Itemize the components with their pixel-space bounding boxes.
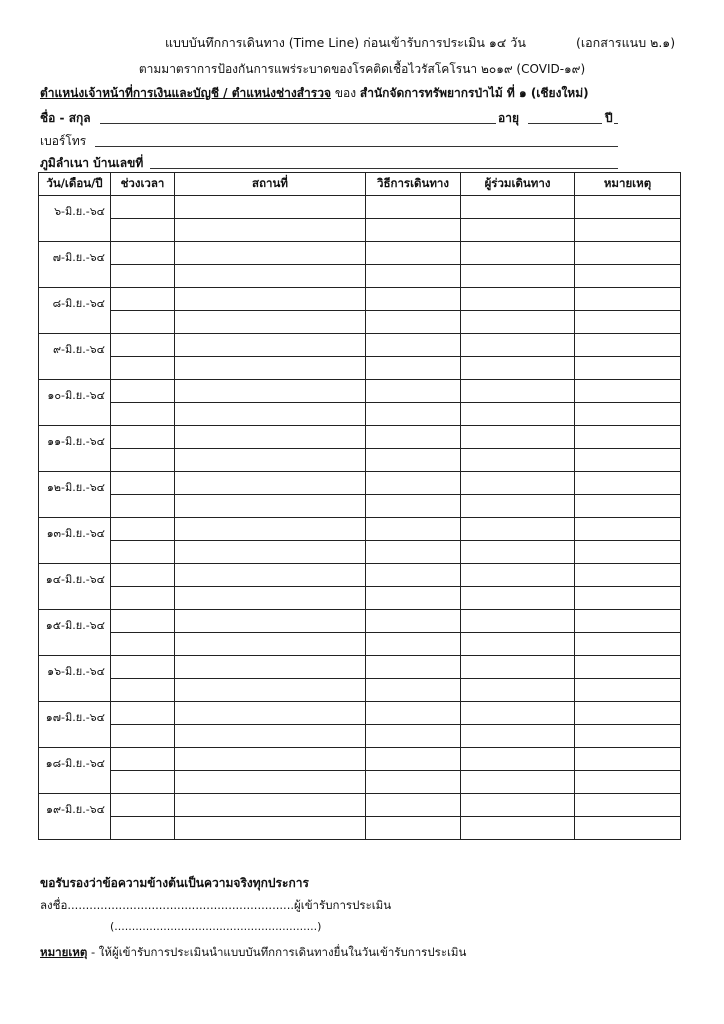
- companions-cell[interactable]: [461, 219, 575, 242]
- date-cell: ๑๘-มิ.ย.-๖๔: [39, 748, 111, 794]
- companions-cell[interactable]: [461, 541, 575, 564]
- table-row: [39, 587, 681, 610]
- place-cell[interactable]: [175, 702, 366, 725]
- time-cell[interactable]: [111, 656, 175, 679]
- companions-cell[interactable]: [461, 196, 575, 219]
- place-cell[interactable]: [175, 380, 366, 403]
- table-row: [39, 449, 681, 472]
- table-row: [39, 219, 681, 242]
- companions-cell[interactable]: [461, 748, 575, 771]
- time-cell[interactable]: [111, 495, 175, 518]
- date-cell: ๑๓-มิ.ย.-๖๔: [39, 518, 111, 564]
- time-cell[interactable]: [111, 426, 175, 449]
- companions-cell[interactable]: [461, 288, 575, 311]
- place-cell[interactable]: [175, 771, 366, 794]
- remarks-cell[interactable]: [575, 725, 681, 748]
- column-header-travel-method: วิธีการเดินทาง: [366, 173, 461, 196]
- companions-cell[interactable]: [461, 265, 575, 288]
- place-cell[interactable]: [175, 656, 366, 679]
- travel-method-cell[interactable]: [366, 817, 461, 840]
- time-cell[interactable]: [111, 403, 175, 426]
- place-cell[interactable]: [175, 725, 366, 748]
- table-row: [39, 196, 681, 219]
- time-cell[interactable]: [111, 587, 175, 610]
- table-row: [39, 472, 681, 495]
- time-cell[interactable]: [111, 633, 175, 656]
- travel-method-cell[interactable]: [366, 380, 461, 403]
- travel-method-cell[interactable]: [366, 311, 461, 334]
- date-cell: ๑๕-มิ.ย.-๖๔: [39, 610, 111, 656]
- time-cell[interactable]: [111, 702, 175, 725]
- travel-method-cell[interactable]: [366, 656, 461, 679]
- place-cell[interactable]: [175, 587, 366, 610]
- remarks-cell[interactable]: [575, 472, 681, 495]
- companions-cell[interactable]: [461, 564, 575, 587]
- time-cell[interactable]: [111, 288, 175, 311]
- remarks-cell[interactable]: [575, 541, 681, 564]
- travel-method-cell[interactable]: [366, 495, 461, 518]
- travel-method-cell[interactable]: [366, 541, 461, 564]
- place-cell[interactable]: [175, 288, 366, 311]
- column-header-companions: ผู้ร่วมเดินทาง: [461, 173, 575, 196]
- travel-method-cell[interactable]: [366, 518, 461, 541]
- phone-label: เบอร์โทร: [40, 134, 87, 148]
- date-cell: ๑๑-มิ.ย.-๖๔: [39, 426, 111, 472]
- travel-method-cell[interactable]: [366, 748, 461, 771]
- position-title: ตำแหน่งเจ้าหน้าที่การเงินและบัญชี / ตำแหน่งช่างสำรวจ: [40, 86, 331, 100]
- place-cell[interactable]: [175, 794, 366, 817]
- place-cell[interactable]: [175, 679, 366, 702]
- table-row: [39, 564, 681, 587]
- date-cell: ๑๒-มิ.ย.-๖๔: [39, 472, 111, 518]
- companions-cell[interactable]: [461, 518, 575, 541]
- time-cell[interactable]: [111, 748, 175, 771]
- remarks-cell[interactable]: [575, 380, 681, 403]
- place-cell[interactable]: [175, 748, 366, 771]
- travel-method-cell[interactable]: [366, 242, 461, 265]
- note-label: หมายเหตุ: [40, 945, 88, 959]
- table-row: [39, 817, 681, 840]
- time-cell[interactable]: [111, 518, 175, 541]
- place-cell[interactable]: [175, 564, 366, 587]
- remarks-cell[interactable]: [575, 748, 681, 771]
- date-cell: ๗-มิ.ย.-๖๔: [39, 242, 111, 288]
- timeline-table: [38, 172, 681, 840]
- companions-cell[interactable]: [461, 449, 575, 472]
- place-cell[interactable]: [175, 472, 366, 495]
- time-cell[interactable]: [111, 771, 175, 794]
- companions-cell[interactable]: [461, 242, 575, 265]
- remarks-cell[interactable]: [575, 817, 681, 840]
- travel-method-cell[interactable]: [366, 564, 461, 587]
- place-cell[interactable]: [175, 196, 366, 219]
- travel-method-cell[interactable]: [366, 794, 461, 817]
- date-cell: ๖-มิ.ย.-๖๔: [39, 196, 111, 242]
- companions-cell[interactable]: [461, 472, 575, 495]
- place-cell[interactable]: [175, 219, 366, 242]
- table-row: [39, 357, 681, 380]
- companions-cell[interactable]: [461, 334, 575, 357]
- printed-name-field[interactable]: (..........................................................): [110, 920, 322, 933]
- note-text: - ให้ผู้เข้ารับการประเมินนำแบบบันทึกการเดินทางยื่นในวันเข้ารับการประเมิน: [87, 945, 467, 959]
- companions-cell[interactable]: [461, 656, 575, 679]
- date-cell: ๙-มิ.ย.-๖๔: [39, 334, 111, 380]
- travel-method-cell[interactable]: [366, 288, 461, 311]
- travel-method-cell[interactable]: [366, 472, 461, 495]
- place-cell[interactable]: [175, 449, 366, 472]
- address-field[interactable]: [150, 168, 618, 169]
- companions-cell[interactable]: [461, 380, 575, 403]
- companions-cell[interactable]: [461, 817, 575, 840]
- time-cell[interactable]: [111, 564, 175, 587]
- table-header-row: [39, 173, 681, 196]
- note-line: [40, 944, 466, 962]
- remarks-cell[interactable]: [575, 426, 681, 449]
- address-label: ภูมิลำเนา บ้านเลขที่: [40, 156, 144, 170]
- remarks-cell[interactable]: [575, 265, 681, 288]
- place-cell[interactable]: [175, 334, 366, 357]
- remarks-cell[interactable]: [575, 702, 681, 725]
- companions-cell[interactable]: [461, 794, 575, 817]
- travel-method-cell[interactable]: [366, 403, 461, 426]
- companions-cell[interactable]: [461, 610, 575, 633]
- position-of: ของ: [331, 86, 360, 100]
- table-row: [39, 771, 681, 794]
- name-label: ชื่อ - สกุล: [40, 111, 91, 125]
- column-header-remarks: หมายเหตุ: [575, 173, 681, 196]
- place-cell[interactable]: [175, 403, 366, 426]
- time-cell[interactable]: [111, 472, 175, 495]
- remarks-cell[interactable]: [575, 219, 681, 242]
- remarks-cell[interactable]: [575, 357, 681, 380]
- place-cell[interactable]: [175, 610, 366, 633]
- remarks-cell[interactable]: [575, 564, 681, 587]
- companions-cell[interactable]: [461, 357, 575, 380]
- place-cell[interactable]: [175, 265, 366, 288]
- place-cell[interactable]: [175, 541, 366, 564]
- remarks-cell[interactable]: [575, 794, 681, 817]
- travel-method-cell[interactable]: [366, 219, 461, 242]
- table-row: [39, 288, 681, 311]
- name-field[interactable]: [100, 123, 496, 124]
- form-subtitle: ตามมาตราการป้องกันการแพร่ระบาดของโรคติดเชื้อไวรัสโคโรนา ๒๐๑๙ (COVID-๑๙): [138, 62, 586, 76]
- table-row: [39, 265, 681, 288]
- signature-field[interactable]: ..............................................................: [67, 898, 295, 912]
- time-cell[interactable]: [111, 725, 175, 748]
- remarks-cell[interactable]: [575, 196, 681, 219]
- travel-method-cell[interactable]: [366, 334, 461, 357]
- time-cell[interactable]: [111, 794, 175, 817]
- date-cell: ๑๐-มิ.ย.-๖๔: [39, 380, 111, 426]
- date-cell: ๑๙-มิ.ย.-๖๔: [39, 794, 111, 840]
- table-row: [39, 242, 681, 265]
- time-cell[interactable]: [111, 196, 175, 219]
- office-name: สำนักจัดการทรัพยากรป่าไม้ ที่ ๑ (เชียงใหม่): [359, 86, 589, 100]
- table-row: [39, 725, 681, 748]
- companions-cell[interactable]: [461, 587, 575, 610]
- time-cell[interactable]: [111, 357, 175, 380]
- table-row: [39, 426, 681, 449]
- remarks-cell[interactable]: [575, 633, 681, 656]
- place-cell[interactable]: [175, 518, 366, 541]
- table-row: [39, 656, 681, 679]
- companions-cell[interactable]: [461, 311, 575, 334]
- table-row: [39, 794, 681, 817]
- year-line: [614, 123, 618, 124]
- travel-method-cell[interactable]: [366, 679, 461, 702]
- table-row: [39, 311, 681, 334]
- remarks-cell[interactable]: [575, 288, 681, 311]
- place-cell[interactable]: [175, 495, 366, 518]
- table-row: [39, 748, 681, 771]
- table-row: [39, 702, 681, 725]
- place-cell[interactable]: [175, 817, 366, 840]
- year-label: ปี: [605, 111, 613, 125]
- position-line: [40, 84, 589, 103]
- remarks-cell[interactable]: [575, 403, 681, 426]
- table-row: [39, 403, 681, 426]
- travel-method-cell[interactable]: [366, 265, 461, 288]
- remarks-cell[interactable]: [575, 771, 681, 794]
- age-label: อายุ: [498, 111, 519, 125]
- travel-method-cell[interactable]: [366, 771, 461, 794]
- remarks-cell[interactable]: [575, 518, 681, 541]
- companions-cell[interactable]: [461, 495, 575, 518]
- time-cell[interactable]: [111, 242, 175, 265]
- remarks-cell[interactable]: [575, 587, 681, 610]
- remarks-cell[interactable]: [575, 495, 681, 518]
- travel-method-cell[interactable]: [366, 449, 461, 472]
- table-row: [39, 518, 681, 541]
- date-cell: ๑๖-มิ.ย.-๖๔: [39, 656, 111, 702]
- remarks-cell[interactable]: [575, 311, 681, 334]
- place-cell[interactable]: [175, 311, 366, 334]
- companions-cell[interactable]: [461, 771, 575, 794]
- travel-method-cell[interactable]: [366, 633, 461, 656]
- table-row: [39, 380, 681, 403]
- table-row: [39, 334, 681, 357]
- date-cell: ๑๗-มิ.ย.-๖๔: [39, 702, 111, 748]
- place-cell[interactable]: [175, 426, 366, 449]
- time-cell[interactable]: [111, 380, 175, 403]
- companions-cell[interactable]: [461, 633, 575, 656]
- place-cell[interactable]: [175, 357, 366, 380]
- travel-method-cell[interactable]: [366, 610, 461, 633]
- table-row: [39, 679, 681, 702]
- remarks-cell[interactable]: [575, 242, 681, 265]
- time-cell[interactable]: [111, 541, 175, 564]
- column-header-date: วัน/เดือน/ปี: [39, 173, 111, 196]
- companions-cell[interactable]: [461, 679, 575, 702]
- time-cell[interactable]: [111, 265, 175, 288]
- annex-label: (เอกสารแนบ ๒.๑): [576, 35, 676, 50]
- time-cell[interactable]: [111, 817, 175, 840]
- date-cell: ๘-มิ.ย.-๖๔: [39, 288, 111, 334]
- column-header-place: สถานที่: [175, 173, 366, 196]
- time-cell[interactable]: [111, 679, 175, 702]
- signature-role: ผู้เข้ารับการประเมิน: [294, 898, 392, 912]
- remarks-cell[interactable]: [575, 656, 681, 679]
- remarks-cell[interactable]: [575, 449, 681, 472]
- place-cell[interactable]: [175, 242, 366, 265]
- form-title: แบบบันทึกการเดินทาง (Time Line) ก่อนเข้ารับการประเมิน ๑๔ วัน: [165, 35, 526, 50]
- signature-line: [40, 897, 391, 915]
- travel-method-cell[interactable]: [366, 357, 461, 380]
- travel-method-cell[interactable]: [366, 702, 461, 725]
- remarks-cell[interactable]: [575, 334, 681, 357]
- travel-method-cell[interactable]: [366, 725, 461, 748]
- table-row: [39, 541, 681, 564]
- companions-cell[interactable]: [461, 403, 575, 426]
- phone-field[interactable]: [95, 146, 618, 147]
- table-row: [39, 495, 681, 518]
- certification-text: ขอรับรองว่าข้อความข้างต้นเป็นความจริงทุกประการ: [40, 876, 309, 890]
- table-row: [39, 633, 681, 656]
- time-cell[interactable]: [111, 449, 175, 472]
- travel-method-cell[interactable]: [366, 587, 461, 610]
- time-cell[interactable]: [111, 334, 175, 357]
- age-field[interactable]: [528, 123, 602, 124]
- table-row: [39, 610, 681, 633]
- column-header-time: ช่วงเวลา: [111, 173, 175, 196]
- date-cell: ๑๔-มิ.ย.-๖๔: [39, 564, 111, 610]
- companions-cell[interactable]: [461, 702, 575, 725]
- place-cell[interactable]: [175, 633, 366, 656]
- signature-label: ลงชื่อ: [40, 898, 68, 912]
- remarks-cell[interactable]: [575, 679, 681, 702]
- travel-method-cell[interactable]: [366, 426, 461, 449]
- companions-cell[interactable]: [461, 725, 575, 748]
- time-cell[interactable]: [111, 610, 175, 633]
- remarks-cell[interactable]: [575, 610, 681, 633]
- time-cell[interactable]: [111, 219, 175, 242]
- travel-method-cell[interactable]: [366, 196, 461, 219]
- companions-cell[interactable]: [461, 426, 575, 449]
- time-cell[interactable]: [111, 311, 175, 334]
